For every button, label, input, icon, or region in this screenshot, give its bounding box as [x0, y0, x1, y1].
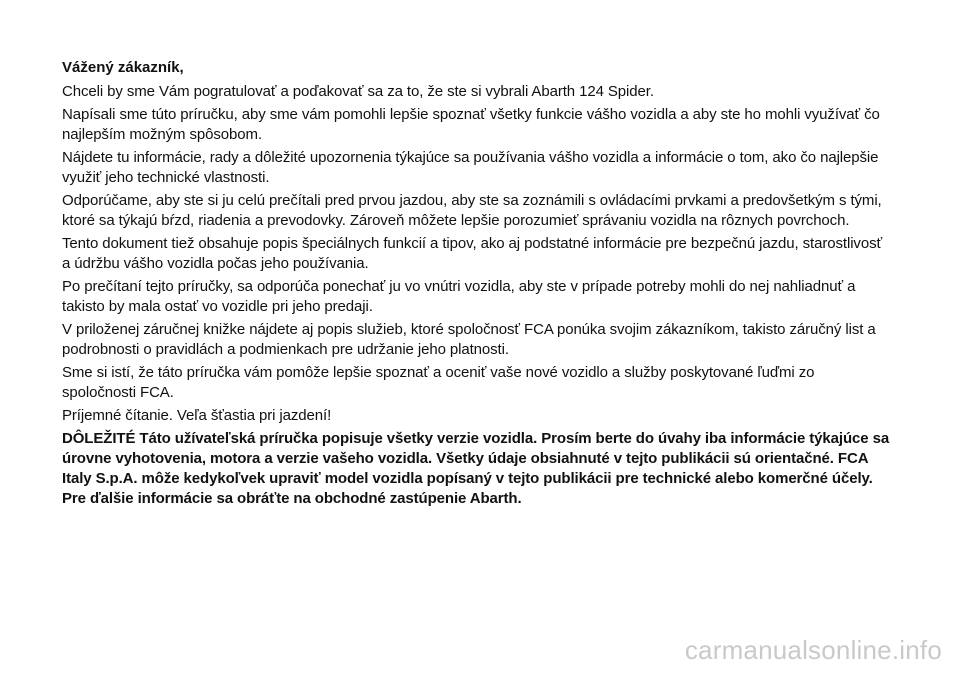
paragraph-congratulations: Chceli by sme Vám pogratulovať a poďakovať sa za to, že ste si vybrali Abarth 124 Spider.: [62, 83, 654, 100]
document-page: [62, 58, 892, 509]
paragraph-confidence: Sme si istí, že táto príručka vám pomôže lepšie spoznať a oceniť vaše nové vozidlo a služby poskytované ľuďmi zo spoločnosti FCA.: [62, 364, 815, 401]
watermark-text: carmanualsonline.info: [684, 635, 942, 665]
paragraph-recommendation: Odporúčame, aby ste si ju celú prečítali pred prvou jazdou, aby ste sa zoznámili s ovládacími prvkami a predovšetkým s tými, ktoré sa týkajú bŕzd, riadenia a prevodovky. Zároveň môžete lepšie porozumieť správaniu vozidla na rôznych povrchoch.: [62, 192, 882, 229]
paragraph-closing: Príjemné čítanie. Veľa šťastia pri jazdení!: [62, 407, 332, 424]
paragraph-purpose: Napísali sme túto príručku, aby sme vám pomohli lepšie spoznať všetky funkcie vášho vozidla a aby ste ho mohli využívať čo najlepším možným spôsobom.: [62, 106, 880, 143]
paragraph-keep-in-vehicle: Po prečítaní tejto príručky, sa odporúča ponechať ju vo vnútri vozidla, aby ste v prípade potreby mohli do nej nahliadnuť a takisto by mala ostať vo vozidle pri jeho predaji.: [62, 278, 856, 315]
paragraph-warranty: V priloženej záručnej knižke nájdete aj popis služieb, ktoré spoločnosť FCA ponúka svojim zákazníkom, takisto záručný list a podrobnosti o pravidlách a podmienkach pre udržanie jeho platnosti.: [62, 321, 876, 358]
greeting-heading: Vážený zákazník,: [62, 59, 184, 76]
important-note: DÔLEŽITÉ Táto užívateľská príručka popisuje všetky verzie vozidla. Prosím berte do úvahy iba informácie týkajúce sa úrovne vyhotovenia, motora a verzie vašeho vozidla. Všetky údaje obsiahnuté v tejto publikácii sú orientačné. FCA Italy S.p.A. môže kedykoľvek upraviť model vozidla popísaný v tejto publikácii pre technické alebo komerčné účely. Pre ďalšie informácie sa obráťte na obchodné zastúpenie Abarth.: [62, 430, 890, 507]
paragraph-contents: Tento dokument tiež obsahuje popis špeciálnych funkcií a tipov, ako aj podstatné informácie pre bezpečnú jazdu, starostlivosť a údržbu vášho vozidla počas jeho používania.: [62, 235, 882, 272]
paragraph-information: Nájdete tu informácie, rady a dôležité upozornenia týkajúce sa používania vášho vozidla a informácie o tom, ako čo najlepšie využiť jeho technické vlastnosti.: [62, 149, 879, 186]
